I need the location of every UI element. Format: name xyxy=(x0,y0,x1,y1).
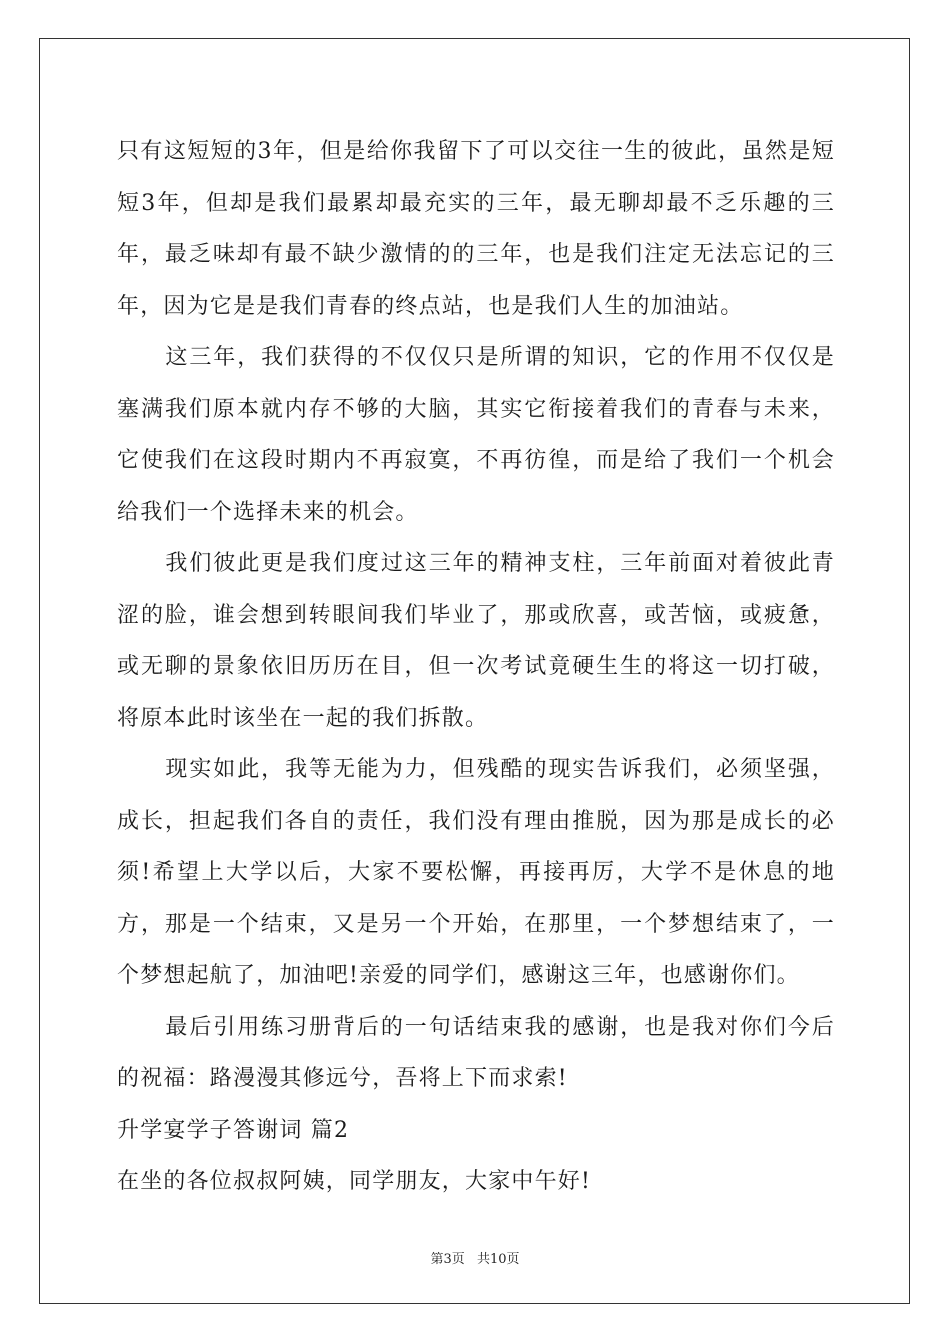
paragraph-2: 这三年，我们获得的不仅仅只是所谓的知识，它的作用不仅仅是塞满我们原本就内存不够的大脑，其实它衔接着我们的青春与未来，它使我们在这段时期内不再寂寞，不再彷徨，而是给了我们一个机会给我们一个选择未来的机会。 xyxy=(117,345,835,525)
page-number: 第3页 xyxy=(430,1252,465,1267)
document-body xyxy=(117,126,835,1208)
paragraph-1: 只有这短短的3年，但是给你我留下了可以交往一生的彼此，虽然是短短3年，但却是我们最累却最充实的三年，最无聊却最不乏乐趣的三年，最乏味却有最不缺少激情的的三年，也是我们注定无法忘记的三年，因为它是是我们青春的终点站，也是我们人生的加油站。 xyxy=(117,139,835,319)
total-pages: 共10页 xyxy=(476,1252,520,1267)
paragraph-4: 现实如此，我等无能为力，但残酷的现实告诉我们，必须坚强，成长，担起我们各自的责任，我们没有理由推脱，因为那是成长的必须!希望上大学以后，大家不要松懈，再接再厉，大学不是休息的地方，那是一个结束，又是另一个开始，在那里，一个梦想结束了，一个梦想起航了，加油吧!亲爱的同学们，感谢这三年，也感谢你们。 xyxy=(117,757,835,988)
paragraph-3: 我们彼此更是我们度过这三年的精神支柱，三年前面对着彼此青涩的脸，谁会想到转眼间我们毕业了，那或欣喜，或苦恼，或疲惫，或无聊的景象依旧历历在目，但一次考试竟硬生生的将这一切打破，将原本此时该坐在一起的我们拆散。 xyxy=(117,551,835,731)
section-heading: 升学宴学子答谢词 篇2 xyxy=(117,1117,350,1143)
page-footer xyxy=(0,1248,950,1267)
paragraph-5: 最后引用练习册背后的一句话结束我的感谢，也是我对你们今后的祝福：路漫漫其修远兮，吾将上下而求索! xyxy=(117,1014,835,1091)
greeting-line: 在坐的各位叔叔阿姨，同学朋友，大家中午好! xyxy=(117,1169,592,1194)
